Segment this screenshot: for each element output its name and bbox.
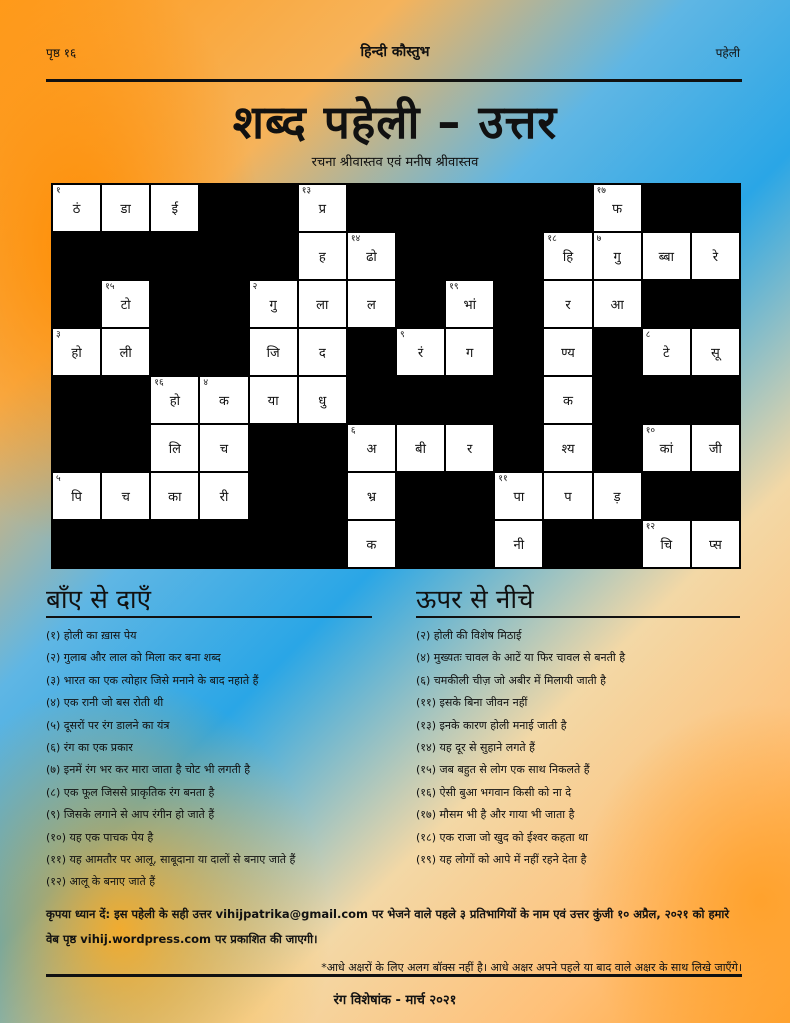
grid-cell [544,281,591,327]
grid-cell [102,329,149,375]
page-number: पृष्ठ १६ [46,46,77,60]
grid-cell [299,185,346,231]
page-title: शब्द पहेली – उत्तर [232,95,558,149]
grid-cell [692,521,739,567]
cell-letter: रं [417,346,424,361]
cell-letter: जि [266,346,280,361]
cell-letter: हो [169,394,180,409]
grid-cell [692,425,739,471]
grid-cell [594,233,641,279]
down-clue: (२) होली की विशेष मिठाई [416,629,522,642]
grid-cell [102,473,149,519]
grid-cell [200,425,247,471]
cell-letter: र [565,298,571,313]
magazine-name: हिन्दी कौस्तुभ [360,44,430,60]
grid-cell [102,185,149,231]
cell-letter: ली [119,346,132,361]
cell-letter: क [219,394,229,409]
cell-number: १९ [449,282,459,292]
cell-letter: लि [168,442,181,457]
across-clue: (७) इनमें रंग भर कर मारा जाता है चोट भी लगती है [46,763,251,777]
grid-cell [446,329,493,375]
grid-cell [594,185,641,231]
header-rule [46,79,742,82]
grid-cell [151,185,198,231]
across-clue: (१०) यह एक पाचक पेय है [46,830,154,844]
footer-rule [46,974,742,977]
cell-letter: सू [711,346,720,361]
cell-letter: श्य [561,442,575,457]
cell-letter: नी [513,538,525,553]
cell-letter: हो [71,346,82,361]
issue-footer: रंग विशेषांक - मार्च २०२१ [333,993,457,1008]
down-clue: (१५) जब बहुत से लोग एक साथ निकलते हैं [416,763,590,777]
down-clue: (४) मुख्यतः चावल के आटें या फिर चावल से बनती है [416,651,626,665]
across-clue: (४) एक रानी जो बस रोती थी [46,696,164,710]
crossword-grid [51,183,741,569]
cell-letter: प्र [318,202,326,217]
grid-cell [643,329,690,375]
down-clue: (१६) ऐसी बुआ भगवान किसी को ना दे [416,785,572,799]
cell-number: १६ [154,378,164,388]
across-clue: (९) जिसके लगाने से आप रंगीन हो जाते हैं [46,808,215,822]
cell-letter: क [563,394,573,409]
grid-cell [594,473,641,519]
grid-cell [446,425,493,471]
cell-letter: कां [659,442,673,457]
cell-letter: आ [610,298,624,313]
grid-cell [643,425,690,471]
across-clues [46,628,295,897]
grid-cell [692,329,739,375]
grid-cell [495,521,542,567]
cell-letter: ह [318,250,326,265]
grid-cell [397,425,444,471]
grid-cell [643,233,690,279]
grid-cell [200,377,247,423]
down-clue: (१८) एक राजा जो खुद को ईश्वर कहता था [416,830,589,844]
across-clue: (१२) आलू के बनाए जाते हैं [46,875,156,889]
cell-letter: धु [318,394,327,409]
cell-letter: द [318,346,326,361]
down-clue: (१७) मौसम भी है और गाया भी जाता है [416,808,575,822]
cell-letter: टे [662,346,670,361]
half-letter-footnote: *आधे अक्षरों के लिए अलग बॉक्स नहीं है। आधे अक्षर अपने पहले या बाद वाले अक्षर के साथ लिखे जाएँगे। [321,961,742,974]
cell-letter: भ्र [366,490,376,505]
cell-letter: च [219,442,229,457]
grid-cell [348,521,395,567]
across-clue: (६) रंग का एक प्रकार [46,740,133,754]
cell-number: २ [252,282,258,292]
down-clue: (६) चमकीली चीज़ जो अबीर में मिलायी जाती है [416,673,606,687]
cell-letter: बी [415,442,426,457]
grid-cell [446,281,493,327]
grid-cell [53,329,100,375]
cell-number: ४ [203,378,209,388]
grid-cell [397,329,444,375]
grid-cell [544,329,591,375]
grid-cell [151,473,198,519]
across-clue: (३) भारत का एक त्योहार जिसे मनाने के बाद नहाते हैं [46,673,259,687]
grid-cell [151,425,198,471]
cell-letter: का [168,490,182,505]
grid-cell [250,281,297,327]
cell-number: १४ [350,234,361,244]
cell-letter: या [267,394,279,409]
cell-letter: ढो [366,250,377,265]
cell-number: १ [56,186,61,196]
grid-cell [102,281,149,327]
grid-cell [544,473,591,519]
grid-cell [53,473,100,519]
across-rule [46,616,372,618]
cell-letter: पा [513,490,525,505]
down-clue: (११) इसके बिना जीवन नहीं [416,696,528,710]
grid-cell [250,329,297,375]
cell-letter: च [121,490,130,505]
cell-letter: प्स [708,538,722,553]
grid-cell [348,233,395,279]
cell-letter: ग [466,346,474,361]
cell-letter: र [467,442,473,457]
cell-letter: फ [612,202,623,217]
down-clue: (१४) यह दूर से सुहाने लगते हैं [416,740,535,754]
grid-cell [495,473,542,519]
cell-number: ११ [498,474,508,484]
across-clue: (२) गुलाब और लाल को मिला कर बना शब्द [46,651,221,665]
cell-letter: गु [613,250,621,265]
cell-number: १७ [596,186,606,196]
cell-letter: ब्बा [658,250,674,265]
grid-cell [250,377,297,423]
grid-cell [544,425,591,471]
across-clue: (१) होली का ख़ास पेय [46,629,137,642]
grid-cell [348,425,395,471]
grid-cell [53,185,100,231]
cell-letter: ई [171,202,179,217]
across-clue: (८) एक फूल जिससे प्राकृतिक रंग बनता है [46,785,215,799]
cell-letter: भां [463,298,476,313]
cell-letter: ल [367,298,376,313]
cell-letter: प [564,490,572,505]
cell-number: ५ [56,474,61,484]
cell-letter: री [219,490,229,505]
grid-cell [594,281,641,327]
submission-note: कृपया ध्यान दें: इस पहेली के सही उत्तर vihijpatrika@gmail.com पर भेजने वाले पहले ३ प्रतिभागियों के नाम एवं उत्तर कुंजी १० अप्रैल, २०२१ को हमारे वेब पृष्ठ vihij.wordpress.com पर प्रकाशित की जाएगी। [46,907,730,946]
cell-number: १० [645,426,656,436]
cell-letter: चि [660,538,673,553]
cell-letter: ड़ [613,490,621,505]
cell-letter: पि [71,490,82,505]
cell-number: ९ [400,330,405,340]
cell-letter: क [366,538,377,553]
across-heading: बाँए से दाएँ [46,585,151,615]
cell-number: ८ [645,330,651,340]
cell-letter: गु [269,298,277,313]
grid-cell [151,377,198,423]
cell-letter: जी [708,442,722,457]
across-clue: (११) यह आमतौर पर आलू, साबूदाना या दालों से बनाए जाते हैं [46,852,296,866]
grid-cell [200,473,247,519]
cell-letter: ण्य [561,346,575,361]
cell-letter: ठं [72,202,81,217]
cell-number: ६ [350,426,356,436]
down-rule [416,616,740,618]
cell-number: ७ [596,234,602,244]
down-clue: (१३) इनके कारण होली मनाई जाती है [416,718,567,732]
cell-letter: हि [562,250,574,265]
grid-cell [299,329,346,375]
cell-number: ३ [56,330,61,340]
grid-cell [643,521,690,567]
cell-number: १५ [105,282,115,292]
grid-cell [544,233,591,279]
grid-cell [299,377,346,423]
down-clue: (१९) यह लोगों को आपे में नहीं रहने देता है [416,852,587,866]
cell-number: १२ [645,522,656,532]
cell-number: १८ [547,234,557,244]
down-clues [416,628,625,874]
section-label: पहेली [715,46,740,60]
down-heading: ऊपर से नीचे [416,585,534,615]
cell-letter: रे [712,250,719,265]
grid-cell [299,281,346,327]
grid-cell [692,233,739,279]
across-clue: (५) दूसरों पर रंग डालने का यंत्र [46,718,170,732]
cell-letter: डा [120,202,131,217]
grid-cell [299,233,346,279]
cell-letter: ला [316,298,329,313]
cell-letter: टो [120,298,131,313]
grid-cell [544,377,591,423]
cell-number: १३ [301,186,312,196]
cell-letter: अ [366,442,377,457]
byline: रचना श्रीवास्तव एवं मनीष श्रीवास्तव [311,155,479,170]
grid-cell [348,473,395,519]
grid-cell [348,281,395,327]
